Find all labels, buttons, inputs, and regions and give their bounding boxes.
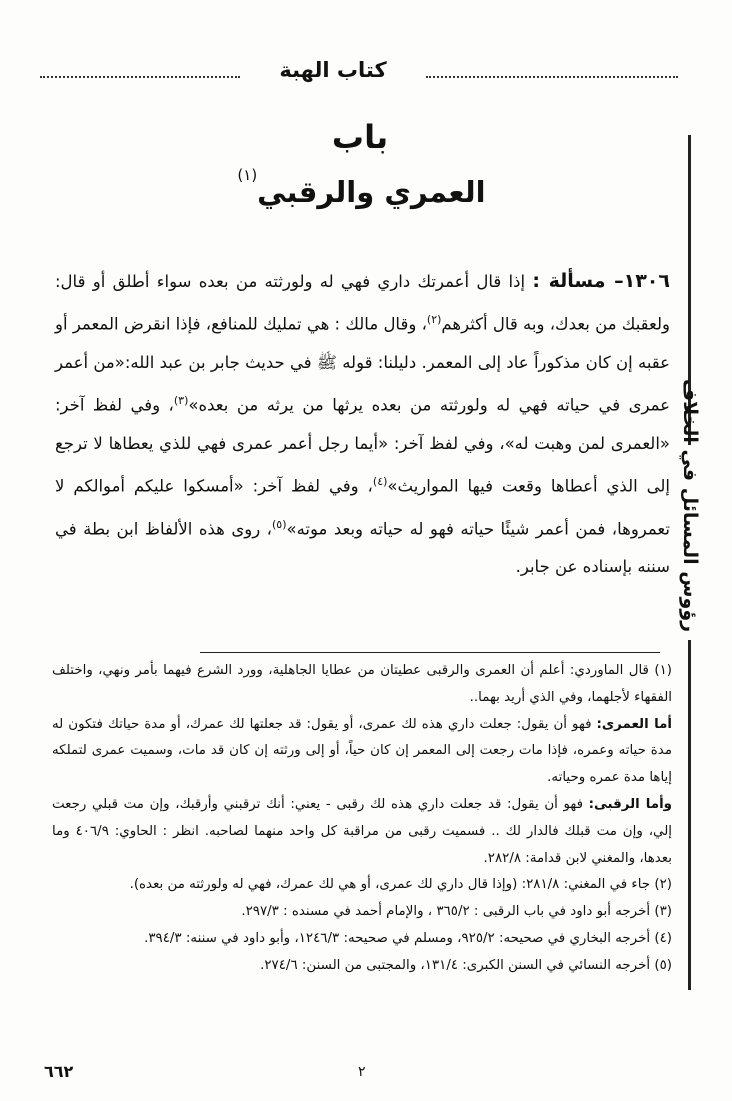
body-text-2: ، وقال مالك : هي تمليك للمنافع، فإذا انقرض المعمر أو عقبه إن كان مذكوراً عاد إلى المعمر. دليلنا: قوله ﷺ في حديث جابر بن عبد الله:«من أعمر عمرى في حياته فهي له ولورثته من بعده يرثها من يرثه من بعده»: [55, 314, 670, 415]
main-text: [55, 262, 670, 587]
footnote-ref-5: (٥): [271, 517, 287, 531]
body-text-1: إذا قال أعمرتك داري فهي له ولورثته من بعده سواء أطلق أو قال: ولعقبك من بعدك، وبه قال أكثرهم: [55, 272, 670, 334]
footnote-1-intro: (١) قال الماوردي: أعلم أن العمرى والرقبى عطيتان من عطايا الجاهلية، وورد الشرع فيهما بأمر ونهي، واختلف الفقهاء لأجلهما، وفي الذي أريد بهما..: [52, 663, 672, 705]
footnote-2: (٢) جاء في المغني: ٢٨١/٨: (وإذا قال داري لك عمرى، أو هي لك عمرك، فهي له ولورثته من بعده).: [129, 877, 672, 893]
footnote-1-umra: [52, 712, 672, 792]
footnote-4: (٤) أخرجه البخاري في صحيحه: ٩٢٥/٢، ومسلم في صحيحه: ١٢٤٦/٣، وأبو داود في سننه: ٣٩٤/٣.: [144, 930, 672, 946]
body-text-5: ، روى هذه الألفاظ ابن بطة في سننه بإسناده عن جابر.: [55, 519, 670, 577]
footnote-1-ruqba: [52, 792, 672, 872]
footnote-separator: [200, 652, 660, 653]
chapter-title: [60, 166, 660, 209]
footnotes: [52, 658, 672, 980]
header-rule-left: [40, 76, 240, 78]
side-book-title: رؤوس المسائل في الخلاف: [679, 378, 701, 632]
bottom-mark: ٢: [358, 1064, 366, 1080]
running-header-title: كتاب الهبة: [279, 58, 387, 82]
footnote-1-umra-lead: أما العمرى:: [596, 716, 672, 732]
margin-rule-bottom: [688, 640, 691, 990]
footnote-1-ruqba-text: فهو أن يقول: قد جعلت داري هذه لك رقبى - يعني: أنك ترقبني وأرقبك، وإن مت قبلي رجعت إلي، وإن مت قبلك فالدار لك .. فسميت رقبى من مراقبة كل واحد منهما لصاحبه. انظر : الحاوي: ٤٠٦/٩ وما بعدها، والمغني لابن قدامة: ٢٨٢/٨.: [52, 796, 672, 866]
page-number: ٦٦٢: [44, 1062, 74, 1081]
footnote-ref-2: (٢): [426, 313, 442, 327]
footnote-3: (٣) أخرجه أبو داود في باب الرقبى : ٣٦٥/٢ ، والإمام أحمد في مسنده : ٢٩٧/٣.: [241, 904, 672, 920]
footnote-1-umra-text: فهو أن يقول: جعلت داري هذه لك عمرى، أو يقول: قد جعلتها لك عمرك، أو مدة حياتك فتكون له مدة حياته وعمره، فإذا مات رجعت إلى المعمر إن كان حياً، أو إلى ورثته إن كان قد مات، وسميت عمرى لتملكه إياها مدة عمره وحياته.: [52, 716, 672, 786]
body-text-4: ، وفي لفظ آخر: «أمسكوا عليكم أموالكم لا تعمروها، فمن أعمر شيئًا حياته فهو له حياته وبعد موته»: [55, 476, 670, 539]
footnote-5: (٥) أخرجه النسائي في السنن الكبرى: ١٣١/٤، والمجتبى من السنن: ٢٧٤/٦.: [260, 957, 672, 973]
header-rule-right: [426, 76, 678, 78]
issue-number: ١٣٠٦– مسألة :: [532, 270, 670, 292]
chapter-footnote-ref: (١): [237, 166, 258, 184]
footnote-ref-4: (٤): [372, 475, 388, 489]
chapter-label: باب: [331, 118, 389, 156]
chapter-title-text: العمري والرقبي: [257, 175, 486, 209]
body-text-3: ، وفي لفظ آخر: «العمرى لمن وهبت له»، وفي لفظ آخر: «أيما رجل أعمر عمرى فهي للذي يعطاها لا ترجع إلى الذي أعطاها وقعت فيها المواريث»: [55, 395, 670, 496]
issue-paragraph: [55, 262, 670, 587]
footnote-1-ruqba-lead: وأما الرقبى:: [588, 796, 672, 812]
footnote-ref-3: (٣): [173, 394, 189, 408]
